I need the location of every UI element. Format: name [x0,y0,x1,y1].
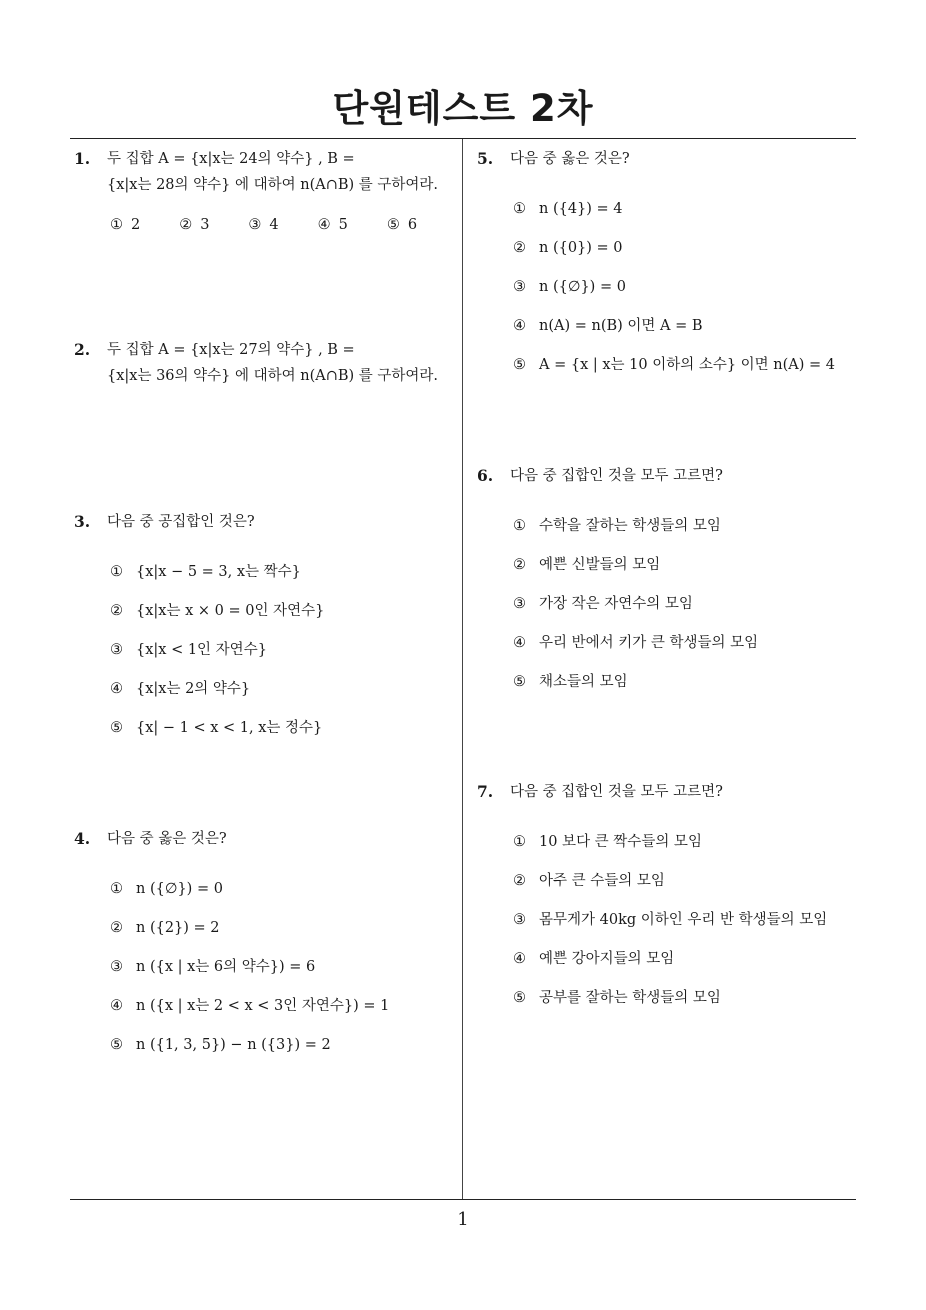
problem-text: 다음 중 집합인 것을 모두 고르면? [510,784,723,800]
choice-item[interactable] [477,831,853,870]
choice-text: 2 [131,217,141,233]
problem-number: 2. [74,340,91,359]
choice-text: 몸무게가 40kg 이하인 우리 반 학생들의 모임 [539,912,828,928]
choice-text: 3 [200,217,210,233]
choice-mark: ⑤ [513,357,526,373]
choice-item[interactable] [477,237,853,276]
choice-text: n ({2}) = 2 [136,920,220,936]
problem-stem [74,337,456,389]
stem-line: 두 집합 A = {x|x는 24의 약수} , B = [107,151,355,167]
choice-mark: ① [110,564,123,580]
stem-line: {x|x는 36의 약수} 에 대하여 n(A∩B) 를 구하여라. [107,368,439,384]
choice-item[interactable] [477,315,853,354]
problem-6 [477,463,853,710]
choice-mark: ⑤ [110,720,123,736]
choice-list [74,214,456,236]
choice-text: {x| − 1 < x < 1, x는 정수} [136,720,323,736]
choice-mark: ② [110,920,123,936]
choice-item[interactable] [477,515,853,554]
choice-text: 10 보다 큰 짝수들의 모임 [539,834,702,850]
choice-text: {x|x − 5 = 3, x는 짝수} [136,564,301,580]
choice-mark: ③ [248,217,262,233]
choice-item[interactable] [477,632,853,671]
choice-mark: ③ [110,959,123,975]
choice-mark: ① [513,518,526,534]
choice-item[interactable] [477,554,853,593]
choice-mark: ④ [513,951,526,967]
choice-item[interactable] [179,214,248,236]
choice-item[interactable] [477,276,853,315]
choice-mark: ① [110,217,123,233]
choice-text: 채소들의 모임 [539,674,628,690]
problem-text: 다음 중 공집합인 것은? [107,514,255,530]
choice-item[interactable] [74,956,456,995]
choice-text: n ({∅}) = 0 [136,881,223,897]
choice-text: {x|x < 1인 자연수} [136,642,267,658]
choice-item[interactable] [74,917,456,956]
choice-mark: ① [513,834,526,850]
choice-text: 수학을 잘하는 학생들의 모임 [539,518,721,534]
problem-number: 1. [74,149,91,168]
choice-item[interactable] [477,671,853,710]
choice-item[interactable] [74,878,456,917]
problem-text [74,146,456,198]
choice-item[interactable] [74,678,456,717]
choice-text: {x|x는 2의 약수} [136,681,251,697]
choice-item[interactable] [74,639,456,678]
choice-mark: ④ [110,998,123,1014]
problem-1 [74,146,456,236]
choice-item[interactable] [74,1034,456,1073]
choice-item[interactable] [477,909,853,948]
choice-text: 6 [407,217,418,233]
choice-item[interactable] [74,561,456,600]
problem-stem [477,779,853,805]
choice-item[interactable] [110,214,179,236]
choice-item[interactable] [477,870,853,909]
problem-text: 다음 중 집합인 것을 모두 고르면? [510,468,723,484]
choice-mark: ④ [513,318,526,334]
choice-item[interactable] [477,987,853,1026]
page-title: 단원테스트 2차 [332,87,594,130]
choice-item[interactable] [318,214,387,236]
choice-list [477,831,853,1026]
choice-text: 아주 큰 수들의 모임 [539,873,665,889]
choice-item[interactable] [387,214,456,236]
choice-list [74,878,456,1073]
choice-text: n ({x | x는 6의 약수}) = 6 [136,959,316,975]
choice-text: n ({4}) = 4 [539,201,623,217]
choice-text: 가장 작은 자연수의 모임 [539,596,693,612]
choice-mark: ① [513,201,526,217]
choice-list [74,561,456,756]
problem-stem [74,146,456,198]
choice-text: n ({0}) = 0 [539,240,623,256]
choice-item[interactable] [74,600,456,639]
choice-item[interactable] [74,995,456,1034]
footer-rule [70,1199,856,1200]
choice-text: {x|x는 x × 0 = 0인 자연수} [136,603,325,619]
choice-mark: ③ [110,642,123,658]
problem-number: 3. [74,512,91,531]
choice-mark: ④ [513,635,526,651]
choice-text: n ({1, 3, 5}) − n ({3}) = 2 [136,1037,331,1053]
problem-2 [74,337,456,389]
header-rule [70,138,856,139]
choice-text: 예쁜 신발들의 모임 [539,557,661,573]
choice-text: n ({∅}) = 0 [539,279,626,295]
problem-stem [477,463,853,489]
choice-mark: ⑤ [386,217,400,233]
problem-number: 6. [477,466,494,485]
choice-item[interactable] [74,717,456,756]
problem-3 [74,509,456,756]
choice-text: 4 [269,217,279,233]
choice-text: 5 [338,217,348,233]
choice-text: A = {x | x는 10 이하의 소수} 이면 n(A) = 4 [539,357,836,373]
choice-mark: ② [110,603,123,619]
problem-text [74,337,456,389]
choice-mark: ⑤ [513,990,526,1006]
choice-mark: ⑤ [110,1037,123,1053]
choice-item[interactable] [477,198,853,237]
choice-item[interactable] [477,948,853,987]
choice-mark: ② [179,217,193,233]
stem-line: 두 집합 A = {x|x는 27의 약수} , B = [107,342,355,358]
choice-mark: ④ [317,217,331,233]
problem-number: 4. [74,829,91,848]
choice-mark: ② [513,557,526,573]
choice-text: 예쁜 강아지들의 모임 [539,951,675,967]
choice-text: n(A) = n(B) 이면 A = B [539,318,703,334]
choice-mark: ③ [513,279,526,295]
choice-list [477,198,853,393]
choice-list [477,515,853,710]
column-divider [462,139,463,1199]
problem-4 [74,826,456,1073]
problem-5 [477,146,853,393]
choice-item[interactable] [477,354,853,393]
problem-text: 다음 중 옳은 것은? [510,151,630,167]
choice-item[interactable] [477,593,853,632]
problem-number: 5. [477,149,494,168]
problem-stem [74,826,456,852]
problem-number: 7. [477,782,494,801]
page-number: 1 [457,1209,469,1230]
choice-mark: ③ [513,596,526,612]
choice-text: n ({x | x는 2 < x < 3인 자연수}) = 1 [136,998,390,1014]
stem-line: {x|x는 28의 약수} 에 대하여 n(A∩B) 를 구하여라. [107,177,439,193]
problem-stem [477,146,853,172]
choice-mark: ② [513,240,526,256]
problem-7 [477,779,853,1026]
choice-mark: ③ [513,912,526,928]
choice-mark: ① [110,881,123,897]
choice-item[interactable] [248,214,317,236]
problem-stem [74,509,456,535]
choice-text: 우리 반에서 키가 큰 학생들의 모임 [539,635,759,651]
choice-mark: ② [513,873,526,889]
choice-mark: ④ [110,681,123,697]
choice-text: 공부를 잘하는 학생들의 모임 [539,990,721,1006]
choice-mark: ⑤ [513,674,526,690]
problem-text: 다음 중 옳은 것은? [107,831,227,847]
